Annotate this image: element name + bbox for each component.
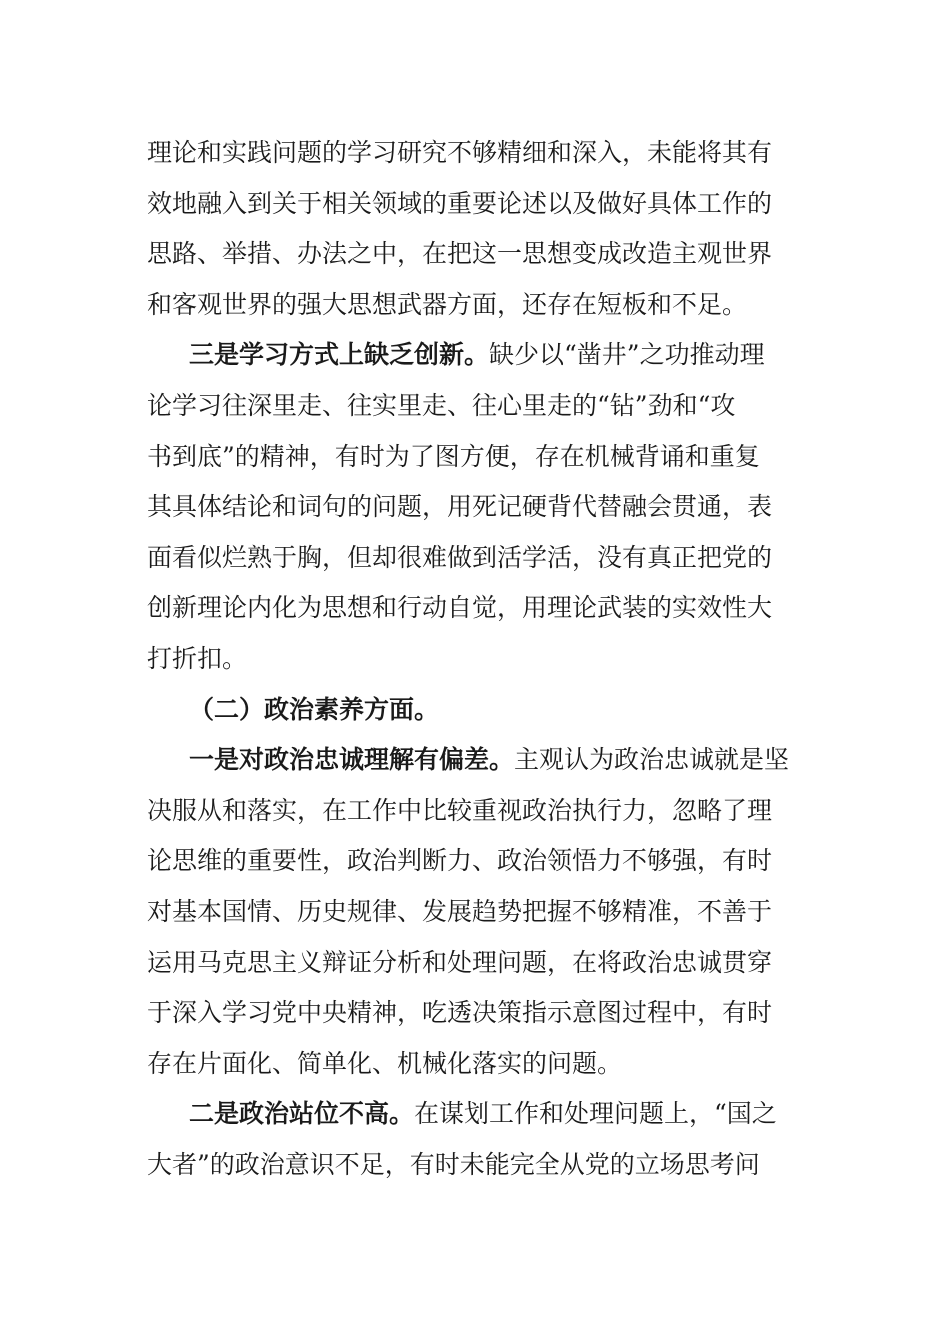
bold-heading-point3: 三是学习方式上缺乏创新。 <box>189 340 490 370</box>
text-line: 大者”的政治意识不足，有时未能完全从党的立场思考问 <box>147 1149 760 1179</box>
paragraph-start <box>147 735 803 786</box>
document-body <box>147 128 803 1190</box>
text-line: 运用马克思主义辩证分析和处理问题，在将政治忠诚贯穿 <box>147 947 773 977</box>
paragraph-start <box>147 1089 803 1140</box>
text-line: 效地融入到关于相关领域的重要论述以及做好具体工作的 <box>147 188 773 218</box>
text-line: 决服从和落实，在工作中比较重视政治执行力，忽略了理 <box>147 795 773 825</box>
text-line: 理论和实践问题的学习研究不够精细和深入，未能将其有 <box>147 138 773 167</box>
text-line: 创新理论内化为思想和行动自觉，用理论武装的实效性大 <box>147 593 773 623</box>
text-line: 打折扣。 <box>147 643 248 673</box>
text-line: 存在片面化、简单化、机械化落实的问题。 <box>147 1048 623 1078</box>
bold-heading-point1: 一是对政治忠诚理解有偏差。 <box>189 745 515 775</box>
text-line: 对基本国情、历史规律、发展趋势把握不够精准，不善于 <box>147 896 773 926</box>
text-line: 书到底”的精神，有时为了图方便，存在机械背诵和重复 <box>147 441 760 471</box>
text-run: 缺少以“凿井”之功推动理 <box>489 340 765 370</box>
text-line: 其具体结论和词句的问题，用死记硬背代替融会贯通，表 <box>147 492 773 522</box>
text-line: 面看似烂熟于胸，但却很难做到活学活，没有真正把党的 <box>147 542 773 572</box>
paragraph-start <box>147 330 803 381</box>
text-run: 主观认为政治忠诚就是坚 <box>514 745 790 775</box>
text-run: 在谋划工作和处理问题上，“国之 <box>414 1099 777 1129</box>
text-line: 论学习往深里走、往实里走、往心里走的“钻”劲和“攻 <box>147 390 736 420</box>
text-line: 和客观世界的强大思想武器方面，还存在短板和不足。 <box>147 289 748 319</box>
text-line: 论思维的重要性，政治判断力、政治领悟力不够强，有时 <box>147 846 773 876</box>
text-line: 思路、举措、办法之中，在把这一思想变成改造主观世界 <box>147 239 773 269</box>
bold-heading-point2: 二是政治站位不高。 <box>189 1099 415 1129</box>
section-heading: （二）政治素养方面。 <box>189 694 440 724</box>
text-line: 于深入学习党中央精神，吃透决策指示意图过程中，有时 <box>147 998 773 1028</box>
